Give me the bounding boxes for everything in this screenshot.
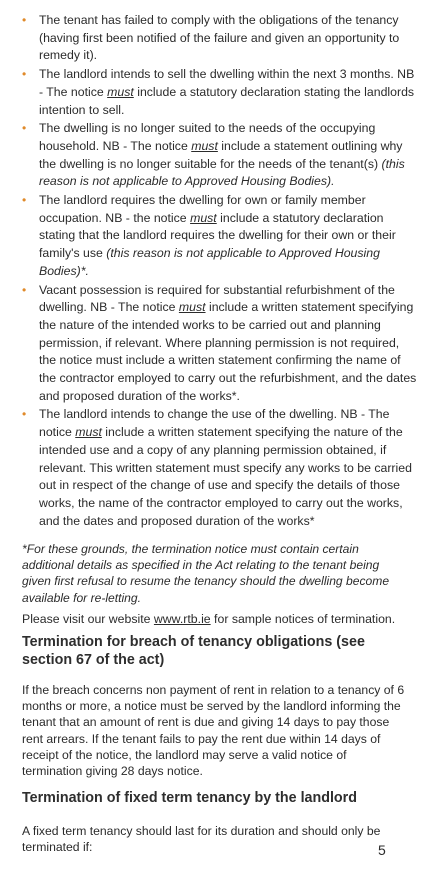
bullet-icon: •: [22, 282, 27, 297]
ground-item: [22, 120, 417, 191]
website-note-text-before: Please visit our website: [22, 612, 154, 626]
ground-text: The landlord intends to change the use of the dwelling. NB - The notice: [39, 407, 390, 440]
ground-text: The tenant has failed to comply with the obligations of the tenancy (having first been notified of the failure and given an opportunity to remedy it).: [39, 13, 400, 63]
ground-text: The landlord requires the dwelling for own or family member occupation. NB - the notice: [39, 193, 366, 225]
ground-item: [22, 12, 417, 65]
emphasis-must: must: [178, 300, 206, 315]
bullet-icon: •: [22, 13, 27, 27]
italic-note: (this reason is not applicable to Approved Housing Bodies)*.: [39, 246, 380, 278]
bullet-icon: •: [22, 407, 27, 422]
ground-item: [22, 282, 417, 406]
ground-item: [22, 406, 417, 530]
emphasis-must: must: [191, 138, 218, 153]
ground-text: include a statement outlining why the dwelling is no longer suitable for the needs of the tenant(s): [39, 138, 403, 171]
website-link[interactable]: www.rtb.ie: [153, 612, 211, 626]
ground-text: Vacant possession is required for substantial refurbishment of the dwelling. NB - The notice: [39, 282, 395, 315]
breach-heading: Termination for breach of tenancy obligations (see section 67 of the act): [22, 634, 365, 668]
emphasis-must: must: [75, 425, 102, 440]
page-number: 5: [378, 842, 386, 858]
ground-item: [22, 192, 417, 281]
bullet-icon: •: [22, 67, 27, 82]
fixed-term-heading: Termination of fixed term tenancy by the landlord: [22, 790, 357, 806]
ground-text: The landlord intends to sell the dwelling within the next 3 months. NB - The notice: [39, 67, 415, 99]
fixed-term-paragraph: A fixed term tenancy should last for its duration and should only be terminated if:: [22, 824, 381, 855]
termination-grounds-list: [22, 12, 417, 531]
bullet-icon: •: [22, 121, 27, 136]
ground-text: The dwelling is no longer suited to the needs of the occupying household. NB - The notice: [39, 121, 376, 153]
italic-note: (this reason is not applicable to Approved Housing Bodies).: [39, 156, 405, 189]
ground-text: include a written statement specifying the nature of the intended works to be carried out and planning permission, if relevant. Where planning permission is not required, the notice must include a written statement confirming the name of the contractor employed to carry out the refurbishment, and the dates and proposed duration of the works*.: [39, 300, 417, 403]
emphasis-must: must: [107, 84, 134, 99]
ground-text: include a written statement specifying the nature of the intended use and a copy of any planning permission obtained, if relevant. This written statement must specify any works to be carried out in respect of the change of use and specify the details of those works, the name of the contractor employed to carry out the works, and the dates and proposed duration of the works*: [39, 425, 412, 528]
ground-text: include a statutory declaration stating that the landlord requires the dwelling for their own or their family's use: [39, 210, 396, 261]
ground-item: [22, 66, 417, 119]
bullet-icon: •: [22, 193, 27, 208]
breach-paragraph: If the breach concerns non payment of rent in relation to a tenancy of 6 months or more, a notice must be served by the landlord informing the tenant that an amount of rent is due and giving 14 days to pay those rent arrears. If the tenant fails to pay the rent due within 14 days of receipt of the notice, the landlord may serve a valid notice of termination giving 28 days notice.: [22, 683, 405, 779]
website-note-text-after: for sample notices of termination.: [210, 612, 396, 626]
emphasis-must: must: [190, 210, 217, 225]
footnote: *For these grounds, the termination notice must contain certain additional details as specified in the Act relating to the tenant being given first refusal to resume the tenancy should the dwelling become available for re-letting.: [22, 542, 390, 605]
website-note: [22, 611, 417, 627]
ground-text: include a statutory declaration stating the landlords intention to sell.: [39, 84, 415, 117]
